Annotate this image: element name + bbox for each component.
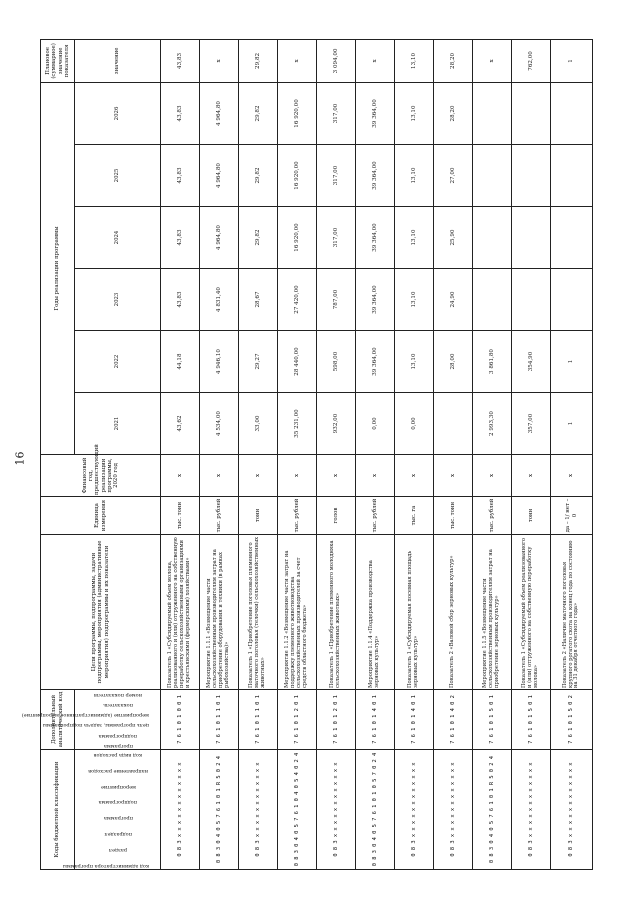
- header-year-2025: 2025: [75, 145, 161, 207]
- year-value-cell: 4 964,80: [200, 207, 239, 269]
- final-value-cell: х: [200, 39, 239, 82]
- base-year-cell: х: [434, 455, 473, 497]
- year-value-cell: [551, 207, 593, 269]
- year-value-cell: 25,90: [434, 207, 473, 269]
- year-value-cell: 35 231,00: [278, 393, 317, 455]
- year-value-cell: 13,10: [395, 269, 434, 331]
- budget-code-cell: 0 8 3 0 4 0 5 7 6 1 0 1 R 5 0 2 4: [473, 750, 512, 870]
- year-value-cell: 39 364,00: [356, 82, 395, 144]
- base-year-cell: х: [395, 455, 434, 497]
- year-value-cell: 4 946,10: [200, 331, 239, 393]
- name-cell: Мероприятие 1.1.2 «Возмещение части затрат на поддержку племенного животноводства сельскохозяйственных производителей за счет средств областного бюджета»: [278, 535, 317, 690]
- name-cell: Мероприятие 1.1.4 «Поддержка производства зерновых культур»: [356, 535, 395, 690]
- year-value-cell: 29,82: [239, 145, 278, 207]
- base-year-cell: х: [551, 455, 593, 497]
- final-value-cell: 762,00: [512, 39, 551, 82]
- final-value-cell: 13,10: [395, 39, 434, 82]
- year-value-cell: 29,82: [239, 82, 278, 144]
- year-value-cell: 39 364,00: [356, 269, 395, 331]
- table-row: [317, 39, 356, 869]
- name-cell: Показатель 1 «Приобретение племенного молодняка сельскохозяйственных животных»: [317, 535, 356, 690]
- year-value-cell: 13,10: [395, 82, 434, 144]
- year-value-cell: 28 440,00: [278, 331, 317, 393]
- header-budget-codes: Коды бюджетной классификации: [41, 750, 75, 870]
- budget-code-cell: 0 8 3 0 4 0 5 7 6 1 0 1 0 5 7 0 2 4: [356, 750, 395, 870]
- year-value-cell: 2 993,30: [473, 393, 512, 455]
- year-value-cell: 317,00: [317, 82, 356, 144]
- base-year-cell: х: [161, 455, 200, 497]
- header-budget-subcols: [62, 750, 161, 870]
- table-row: [161, 39, 200, 869]
- header-admin-code: код администратора программы: [62, 863, 149, 869]
- year-value-cell: 317,00: [317, 207, 356, 269]
- unit-cell: тыс. тонн: [161, 497, 200, 535]
- header-expense-code: код вида расходов: [93, 751, 142, 758]
- budget-code-cell: 0 8 3 х х х х х х х х х х х х: [317, 750, 356, 870]
- rotated-page: [21, 40, 620, 870]
- year-value-cell: 29,82: [239, 207, 278, 269]
- year-value-cell: [473, 207, 512, 269]
- extra-code-cell: 7 6 1 0 1 4 0 2: [434, 690, 473, 750]
- year-value-cell: 43,83: [161, 82, 200, 144]
- year-value-cell: 0,00: [395, 393, 434, 455]
- header-direction: направление расходов: [87, 767, 148, 774]
- base-year-cell: х: [356, 455, 395, 497]
- header-year-2024: 2024: [75, 207, 161, 269]
- extra-code-cell: 7 6 1 0 1 2 0 1: [317, 690, 356, 750]
- unit-cell: тыс. рублей: [356, 497, 395, 535]
- program-table: [21, 39, 593, 870]
- name-cell: Показатель 1 «Субсидируемый объем молока, реализованного и (или) отгруженного на собственную переработку сельскохозяйственными организациями и крестьянскими (фермерскими) хозяйствами»: [161, 535, 200, 690]
- budget-code-cell: 0 8 3 х х х х х х х х х х х х: [512, 750, 551, 870]
- header-program: программа: [102, 815, 133, 822]
- unit-cell: да – 1/ нет – 0: [551, 497, 593, 535]
- header-asubprogram: подпрограмма: [98, 732, 137, 739]
- year-value-cell: 4 534,00: [200, 393, 239, 455]
- unit-cell: тыс. рублей: [278, 497, 317, 535]
- year-value-cell: 3 861,80: [473, 331, 512, 393]
- year-value-cell: [473, 82, 512, 144]
- name-cell: Показатель 2 «Наличие маточного поголовья крупного рогатого скота на конец года по состоянию на 31 декабря отчетного года»: [551, 535, 593, 690]
- extra-code-cell: 7 6 1 0 1 2 0 1: [278, 690, 317, 750]
- base-year-cell: х: [239, 455, 278, 497]
- table-row: [512, 39, 551, 869]
- year-value-cell: [512, 82, 551, 144]
- budget-code-cell: 0 8 3 0 4 0 5 7 6 1 0 4 0 5 4 0 2 4: [278, 750, 317, 870]
- name-cell: Показатель 1 «Приобретение поголовья племенного маточного поголовья (телочки) сельскохозяйственных животных»: [239, 535, 278, 690]
- year-value-cell: 16 920,00: [278, 207, 317, 269]
- extra-code-cell: 7 6 1 0 1 0 0 1: [161, 690, 200, 750]
- extra-code-cell: 7 6 1 0 1 1 0 1: [239, 690, 278, 750]
- year-value-cell: 28,67: [239, 269, 278, 331]
- year-value-cell: [551, 145, 593, 207]
- base-year-cell: х: [200, 455, 239, 497]
- extra-code-cell: 7 6 1 0 1 5 0 1: [512, 690, 551, 750]
- header-unit: Единица измерения: [41, 497, 161, 535]
- budget-code-cell: 0 8 3 х х х х х х х х х х х х: [161, 750, 200, 870]
- year-value-cell: 1: [551, 393, 593, 455]
- header-section: раздел: [108, 847, 127, 854]
- year-value-cell: 27 420,00: [278, 269, 317, 331]
- year-value-cell: [512, 269, 551, 331]
- extra-code-cell: 7 6 1 0 1 4 0 1: [356, 690, 395, 750]
- year-value-cell: 598,00: [317, 331, 356, 393]
- year-value-cell: 13,10: [395, 145, 434, 207]
- final-value-cell: 43,83: [161, 39, 200, 82]
- table-row: [239, 39, 278, 869]
- budget-code-cell: 0 8 3 х х х х х х х х х х х х: [551, 750, 593, 870]
- table-row: [278, 39, 317, 869]
- page-number: 16: [13, 451, 27, 466]
- year-value-cell: 27,00: [434, 145, 473, 207]
- header-final: Плановое (суммарное) значение показателя: [41, 39, 75, 82]
- unit-cell: тыс. га: [395, 497, 434, 535]
- year-value-cell: 4 831,40: [200, 269, 239, 331]
- header-year-2021: 2021: [75, 393, 161, 455]
- header-name: Цели программы, подпрограммы, задачи подпрограммы, мероприятия (административные мероприятия) подпрограммы и их показатели: [41, 535, 161, 690]
- name-cell: Показатель 2 «Валовой сбор зерновых культур»: [434, 535, 473, 690]
- header-year-2026: 2026: [75, 82, 161, 144]
- header-indicator-num: номер показателя: [93, 691, 142, 698]
- year-value-cell: 44,18: [161, 331, 200, 393]
- budget-code-cell: 0 8 3 0 4 0 5 7 6 1 0 1 R 5 0 2 4: [200, 750, 239, 870]
- budget-code-cell: 0 8 3 х х х х х х х х х х х х: [395, 750, 434, 870]
- budget-code-cell: 0 8 3 х х х х х х х х х х х х: [434, 750, 473, 870]
- final-value-cell: х: [473, 39, 512, 82]
- year-value-cell: [551, 82, 593, 144]
- budget-code-cell: 0 8 3 х х х х х х х х х х х х: [239, 750, 278, 870]
- year-value-cell: 317,00: [317, 145, 356, 207]
- header-activity: мероприятие: [99, 783, 136, 790]
- name-cell: Показатель 1 «Субсидируемая посевная площадь зерновых культур»: [395, 535, 434, 690]
- header-base-year: Финансовый год, предшествующий реализации программы, 2020 год: [41, 455, 161, 497]
- unit-cell: тыс. рублей: [200, 497, 239, 535]
- year-value-cell: [434, 393, 473, 455]
- year-value-cell: [473, 145, 512, 207]
- name-cell: Мероприятие 1.1.1 «Возмещение части сельскохозяйственным производителям затрат на приобретение оборудования и техники (в рамках рыбохозяйства)»: [200, 535, 239, 690]
- base-year-cell: х: [317, 455, 356, 497]
- year-value-cell: 932,00: [317, 393, 356, 455]
- extra-code-cell: 7 6 1 0 1 5 0 1: [473, 690, 512, 750]
- header-year-2023: 2023: [75, 269, 161, 331]
- year-value-cell: 787,00: [317, 269, 356, 331]
- header-final-value: значение: [75, 39, 161, 82]
- base-year-cell: х: [473, 455, 512, 497]
- header-extra-codes: Дополнительный аналитический код: [41, 690, 75, 750]
- year-value-cell: 43,83: [161, 269, 200, 331]
- year-value-cell: 29,27: [239, 331, 278, 393]
- year-value-cell: 1: [551, 331, 593, 393]
- base-year-cell: х: [512, 455, 551, 497]
- table-body: [161, 39, 593, 869]
- table-row: [473, 39, 512, 869]
- final-value-cell: 1: [551, 39, 593, 82]
- year-value-cell: [551, 269, 593, 331]
- year-value-cell: 43,83: [161, 207, 200, 269]
- year-value-cell: 13,10: [395, 207, 434, 269]
- year-value-cell: 4 964,80: [200, 82, 239, 144]
- header-subprogram: подпрограмма: [98, 799, 137, 806]
- header-years: Годы реализации программы: [41, 82, 75, 454]
- year-value-cell: 43,62: [161, 393, 200, 455]
- final-value-cell: 29,82: [239, 39, 278, 82]
- unit-cell: тонн: [512, 497, 551, 535]
- unit-cell: голов: [317, 497, 356, 535]
- extra-code-cell: 7 6 1 0 1 5 0 2: [551, 690, 593, 750]
- year-value-cell: 39 364,00: [356, 145, 395, 207]
- year-value-cell: 43,83: [161, 145, 200, 207]
- name-cell: Показатель 1 «Субсидируемый объем реализованного и (или) отгруженного на собственную переработку молока»: [512, 535, 551, 690]
- final-value-cell: х: [356, 39, 395, 82]
- extra-code-cell: 7 6 1 0 1 4 0 1: [395, 690, 434, 750]
- base-year-cell: х: [278, 455, 317, 497]
- year-value-cell: [512, 207, 551, 269]
- final-value-cell: 3 094,00: [317, 39, 356, 82]
- year-value-cell: 13,10: [395, 331, 434, 393]
- header-indicator: показатель: [102, 702, 133, 708]
- year-value-cell: 16 920,00: [278, 82, 317, 144]
- year-value-cell: 33,00: [239, 393, 278, 455]
- year-value-cell: 39 364,00: [356, 207, 395, 269]
- name-cell: Мероприятие 1.1.5 «Возмещение части сельскохозяйственным производителям затрат на приобретение зерновых культур»: [473, 535, 512, 690]
- table-row: [200, 39, 239, 869]
- unit-cell: тыс. тонн: [434, 497, 473, 535]
- year-value-cell: 39 364,00: [356, 331, 395, 393]
- year-value-cell: 28,20: [434, 82, 473, 144]
- final-value-cell: х: [278, 39, 317, 82]
- year-value-cell: [512, 145, 551, 207]
- year-value-cell: [473, 269, 512, 331]
- table-container: [21, 40, 620, 870]
- unit-cell: тонн: [239, 497, 278, 535]
- header-aprogram: программа: [102, 743, 133, 749]
- year-value-cell: 0,00: [356, 393, 395, 455]
- year-value-cell: 24,90: [434, 269, 473, 331]
- header-year-2022: 2022: [75, 331, 161, 393]
- table-row: [434, 39, 473, 869]
- year-value-cell: 354,90: [512, 331, 551, 393]
- year-value-cell: 16 920,00: [278, 145, 317, 207]
- unit-cell: тыс. рублей: [473, 497, 512, 535]
- extra-code-cell: 7 6 1 0 1 1 0 1: [200, 690, 239, 750]
- year-value-cell: 357,00: [512, 393, 551, 455]
- year-value-cell: 28,00: [434, 331, 473, 393]
- header-activity-admin: мероприятие (административное мероприятие): [21, 712, 149, 719]
- final-value-cell: 28,20: [434, 39, 473, 82]
- table-row: [356, 39, 395, 869]
- table-header: [21, 39, 161, 869]
- table-row: [551, 39, 593, 869]
- table-row: [395, 39, 434, 869]
- year-value-cell: 4 964,80: [200, 145, 239, 207]
- header-subsection: подраздел: [103, 831, 132, 838]
- header-target-task: цель программы, задача подпрограммы: [42, 722, 149, 729]
